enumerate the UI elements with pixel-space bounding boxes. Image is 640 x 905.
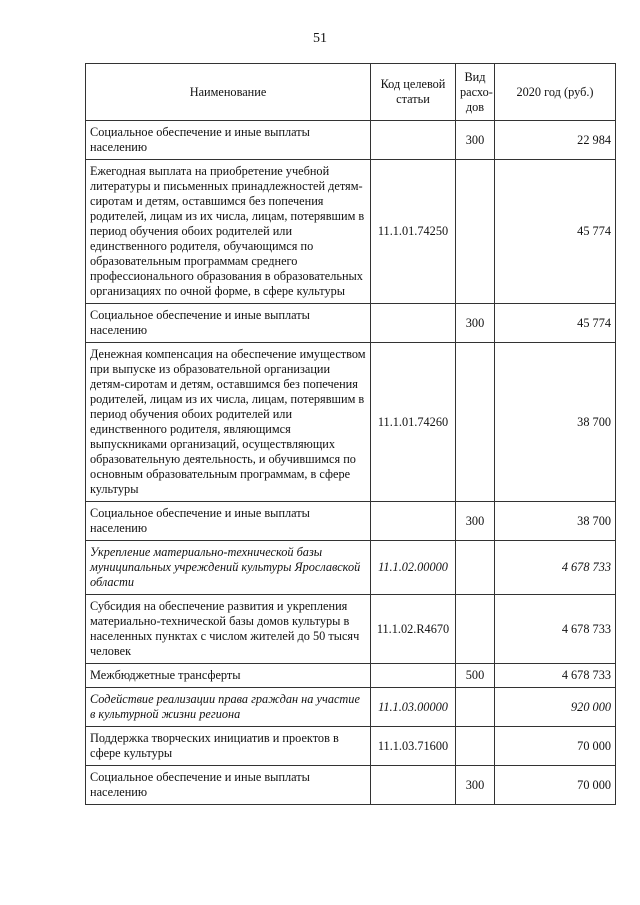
table-row <box>86 727 616 766</box>
row-code: 11.1.01.74260 <box>371 343 456 502</box>
row-sum: 70 000 <box>495 727 616 766</box>
table-row <box>86 343 616 502</box>
table-row <box>86 304 616 343</box>
row-kind: 300 <box>456 766 495 805</box>
row-sum: 38 700 <box>495 502 616 541</box>
row-sum: 38 700 <box>495 343 616 502</box>
row-kind <box>456 541 495 595</box>
row-kind: 300 <box>456 502 495 541</box>
row-name: Ежегодная выплата на приобретение учебной литературы и письменных принадлежностей детям-сиротам и детям, оставшимся без попечения родителей, лицам из их числа, лицам, потерявшим в период обучения обоих родителей или единственного родителя, обучающимся по образовательным программам среднего профессионального образования в образовательных организациях по очной форме, в сфере культуры <box>86 160 371 304</box>
row-code: 11.1.01.74250 <box>371 160 456 304</box>
row-name: Межбюджетные трансферты <box>86 664 371 688</box>
row-code <box>371 121 456 160</box>
table-row <box>86 541 616 595</box>
row-name: Социальное обеспечение и иные выплаты населению <box>86 502 371 541</box>
row-kind <box>456 343 495 502</box>
page-number: 51 <box>313 31 327 46</box>
table-row <box>86 688 616 727</box>
row-code <box>371 304 456 343</box>
row-sum: 45 774 <box>495 160 616 304</box>
row-code <box>371 502 456 541</box>
row-sum: 22 984 <box>495 121 616 160</box>
row-sum: 4 678 733 <box>495 595 616 664</box>
table-row <box>86 766 616 805</box>
row-name: Содействие реализации права граждан на участие в культурной жизни региона <box>86 688 371 727</box>
row-code: 11.1.02.R4670 <box>371 595 456 664</box>
table-row <box>86 595 616 664</box>
header-code: Код целевой статьи <box>371 64 456 121</box>
row-name: Социальное обеспечение и иные выплаты населению <box>86 304 371 343</box>
row-kind: 300 <box>456 304 495 343</box>
row-sum: 4 678 733 <box>495 664 616 688</box>
row-code: 11.1.03.00000 <box>371 688 456 727</box>
row-kind: 500 <box>456 664 495 688</box>
row-name: Поддержка творческих инициатив и проектов в сфере культуры <box>86 727 371 766</box>
row-name: Социальное обеспечение и иные выплаты населению <box>86 766 371 805</box>
table-row <box>86 502 616 541</box>
row-sum: 4 678 733 <box>495 541 616 595</box>
row-kind <box>456 688 495 727</box>
row-name: Укрепление материально-технической базы муниципальных учреждений культуры Ярославской области <box>86 541 371 595</box>
row-sum: 45 774 <box>495 304 616 343</box>
budget-table <box>85 63 616 805</box>
row-code <box>371 766 456 805</box>
table-row <box>86 121 616 160</box>
row-code <box>371 664 456 688</box>
row-kind: 300 <box>456 121 495 160</box>
row-code: 11.1.02.00000 <box>371 541 456 595</box>
row-name: Субсидия на обеспечение развития и укрепления материально-технической базы домов культуры в населенных пунктах с числом жителей до 50 тысяч человек <box>86 595 371 664</box>
row-name: Денежная компенсация на обеспечение имуществом при выпуске из образовательной организации детям-сиротам и детям, оставшимся без попечения родителей, лицам из их числа, лицам, потерявшим в период обучения обоих родителей или единственного родителя, являющимся выпускниками организаций, осуществляющих образовательную деятельность, и обучившимся по основным образовательным программам, в сфере культуры <box>86 343 371 502</box>
table-row <box>86 160 616 304</box>
row-code: 11.1.03.71600 <box>371 727 456 766</box>
header-kind: Вид расхо-дов <box>456 64 495 121</box>
row-sum: 920 000 <box>495 688 616 727</box>
row-kind <box>456 595 495 664</box>
row-kind <box>456 727 495 766</box>
header-name: Наименование <box>86 64 371 121</box>
table-header-row <box>86 64 616 121</box>
header-sum: 2020 год (руб.) <box>495 64 616 121</box>
table-row <box>86 664 616 688</box>
row-name: Социальное обеспечение и иные выплаты населению <box>86 121 371 160</box>
row-kind <box>456 160 495 304</box>
row-sum: 70 000 <box>495 766 616 805</box>
